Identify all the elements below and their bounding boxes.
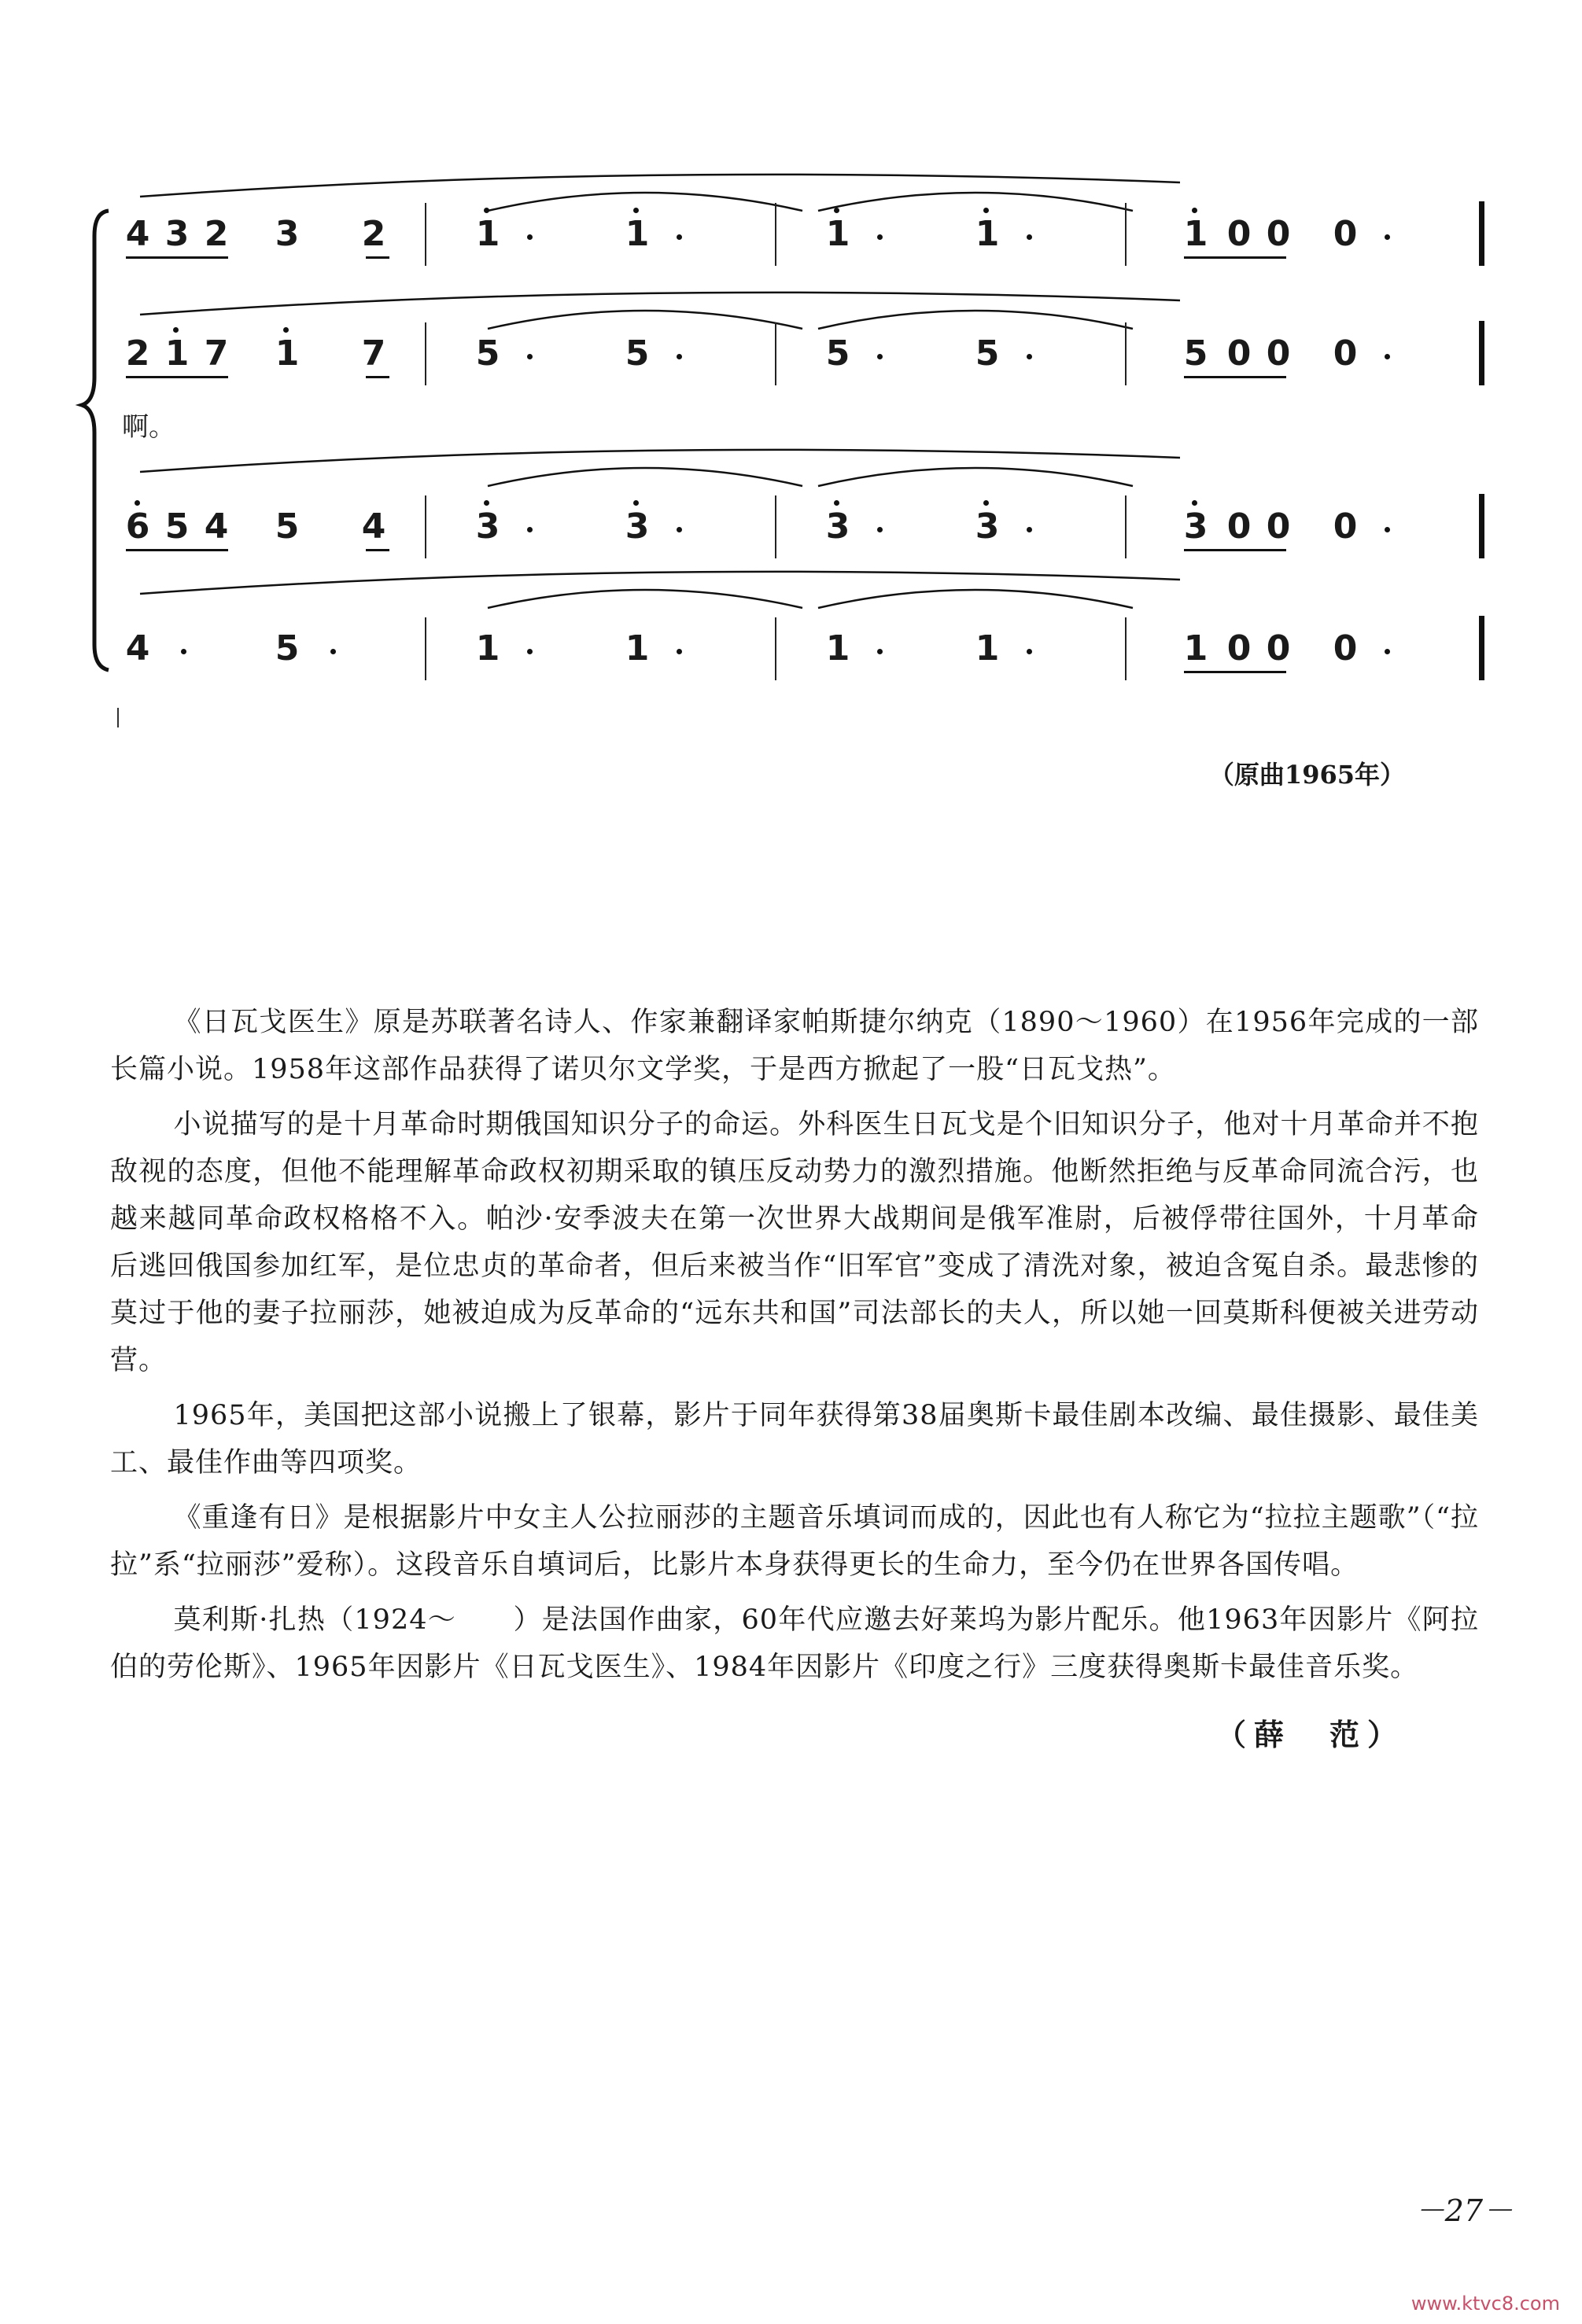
paragraph: 小说描写的是十月革命时期俄国知识分子的命运。外科医生日瓦戈是个旧知识分子，他对十月革命并不抱敌视的态度，但他不能理解革命政权初期采取的镇压反动势力的激烈措施。他断然拒绝与反革命同流合污，也越来越同革命政权格格不入。帕沙·安季波夫在第一次世界大战期间是俄军准尉，后被俘带往国外，十月革命后逃回俄国参加红军，是位忠贞的革命者，但后来被当作“旧军官”变成了清洗对象，被迫含冤自杀。最悲惨的莫过于他的妻子拉丽莎，她被迫成为反革命的“远东共和国”司法部长的夫人，所以她一回莫斯科便被关进劳动营。 [110, 1109, 1479, 1376]
barline [425, 203, 426, 266]
note: 5 [164, 506, 190, 547]
underline [1184, 376, 1286, 378]
duration-dot [330, 649, 336, 654]
note: 1 [625, 628, 650, 668]
article-body [110, 999, 1479, 1699]
duration-dot [527, 354, 533, 359]
note: 3 [275, 214, 300, 254]
barline [1125, 322, 1127, 385]
note: 0 [1226, 214, 1252, 254]
duration-dot [1385, 527, 1390, 532]
note: 0 [1266, 333, 1291, 374]
note: 7 [361, 333, 386, 374]
duration-dot [677, 354, 682, 359]
duration-dot [527, 234, 533, 240]
duration-dot [1027, 354, 1032, 359]
note: 0 [1333, 628, 1358, 668]
underline [366, 549, 389, 551]
duration-dot [1027, 527, 1032, 532]
final-barline [1479, 201, 1484, 266]
duration-dot [1385, 354, 1390, 359]
note: 1 [475, 214, 500, 254]
note: 4 [125, 214, 150, 254]
note: 2 [204, 214, 229, 254]
octave-dot [1192, 500, 1197, 506]
duration-dot [1027, 234, 1032, 240]
underline [1184, 671, 1286, 673]
note: 0 [1226, 333, 1252, 374]
barline [1125, 495, 1127, 558]
note: 2 [125, 333, 150, 374]
barline [775, 203, 776, 266]
note: 1 [1183, 628, 1208, 668]
barline [1125, 203, 1127, 266]
note: 1 [1183, 214, 1208, 254]
duration-dot [1385, 234, 1390, 240]
watermark: www.ktvc8.com [1411, 2293, 1560, 2315]
note: 1 [825, 214, 850, 254]
paragraph: 1965年，美国把这部小说搬上了银幕，影片于同年获得第38届奥斯卡最佳剧本改编、最佳摄影、最佳美工、最佳作曲等四项奖。 [110, 1400, 1479, 1479]
underline [126, 549, 228, 551]
note: 3 [164, 214, 190, 254]
octave-dot [484, 208, 489, 213]
duration-dot [877, 527, 883, 532]
duration-dot [677, 234, 682, 240]
duration-dot [527, 649, 533, 654]
note: 3 [1183, 506, 1208, 547]
note: 5 [275, 628, 300, 668]
duration-dot [677, 649, 682, 654]
note: 5 [275, 506, 300, 547]
note: 3 [475, 506, 500, 547]
note: 5 [475, 333, 500, 374]
score-row-2 [0, 330, 1582, 393]
note: 3 [825, 506, 850, 547]
note: 0 [1226, 628, 1252, 668]
final-barline [1479, 616, 1484, 680]
underline [1184, 549, 1286, 551]
note: 1 [825, 628, 850, 668]
paragraph: 《重逢有日》是根据影片中女主人公拉丽莎的主题音乐填词而成的，因此也有人称它为“拉拉主题歌”（“拉拉”系“拉丽莎”爱称）。这段音乐自填词后，比影片本身获得更长的生命力，至今仍在世界各国传唱。 [110, 1502, 1479, 1581]
barline [775, 322, 776, 385]
note: 3 [975, 506, 1000, 547]
score-row-3 [0, 503, 1582, 566]
origin-note: （原曲1965年） [1208, 760, 1405, 790]
note: 5 [975, 333, 1000, 374]
note: 0 [1266, 506, 1291, 547]
note: 1 [625, 214, 650, 254]
score-row-4 [0, 625, 1582, 688]
note: 4 [361, 506, 386, 547]
note: 4 [125, 628, 150, 668]
duration-dot [527, 527, 533, 532]
octave-dot [173, 327, 179, 333]
underline [366, 256, 389, 259]
barline [425, 322, 426, 385]
underline [1184, 256, 1286, 259]
octave-dot [834, 208, 839, 213]
final-barline [1479, 321, 1484, 385]
note: 0 [1333, 214, 1358, 254]
octave-dot [1192, 208, 1197, 213]
octave-dot [983, 500, 989, 506]
page-number: －27－ [1414, 2193, 1513, 2228]
barline [1125, 617, 1127, 680]
note: 1 [475, 628, 500, 668]
barline [775, 617, 776, 680]
note: 4 [204, 506, 229, 547]
duration-dot [1385, 649, 1390, 654]
barline [775, 495, 776, 558]
underline [366, 376, 389, 378]
note: 6 [125, 506, 150, 547]
octave-dot [983, 208, 989, 213]
duration-dot [1027, 649, 1032, 654]
lyric-text: 啊。 [122, 411, 175, 443]
note: 0 [1333, 506, 1358, 547]
octave-dot [633, 208, 639, 213]
octave-dot [834, 500, 839, 506]
note: 0 [1266, 628, 1291, 668]
note: 1 [975, 628, 1000, 668]
note: 3 [625, 506, 650, 547]
note: 1 [164, 333, 190, 374]
note: 5 [825, 333, 850, 374]
underline [126, 376, 228, 378]
note: 7 [204, 333, 229, 374]
music-score [0, 0, 1582, 747]
octave-dot [633, 500, 639, 506]
note: 5 [1183, 333, 1208, 374]
barline [425, 495, 426, 558]
duration-dot [877, 649, 883, 654]
octave-dot [484, 500, 489, 506]
underline [126, 256, 228, 259]
score-row-1 [0, 211, 1582, 274]
note: 0 [1266, 214, 1291, 254]
octave-dot [283, 327, 289, 333]
octave-dot [135, 500, 140, 506]
paragraph: 莫利斯·扎热（1924～ ）是法国作曲家，60年代应邀去好莱坞为影片配乐。他1963年因影片《阿拉伯的劳伦斯》、1965年因影片《日瓦戈医生》、1984年因影片《印度之行》三度获得奥斯卡最佳音乐奖。 [110, 1604, 1479, 1683]
note: 5 [625, 333, 650, 374]
note: 0 [1333, 333, 1358, 374]
author-credit: （薛 范） [1215, 1717, 1405, 1752]
note: 1 [275, 333, 300, 374]
note: 2 [361, 214, 386, 254]
barline [425, 617, 426, 680]
note: 0 [1226, 506, 1252, 547]
duration-dot [877, 234, 883, 240]
duration-dot [181, 649, 186, 654]
note: 1 [975, 214, 1000, 254]
duration-dot [877, 354, 883, 359]
duration-dot [677, 527, 682, 532]
paragraph: 《日瓦戈医生》原是苏联著名诗人、作家兼翻译家帕斯捷尔纳克（1890～1960）在1956年完成的一部长篇小说。1958年这部作品获得了诺贝尔文学奖，于是西方掀起了一股“日瓦戈热”。 [110, 1007, 1479, 1085]
final-barline [1479, 494, 1484, 558]
